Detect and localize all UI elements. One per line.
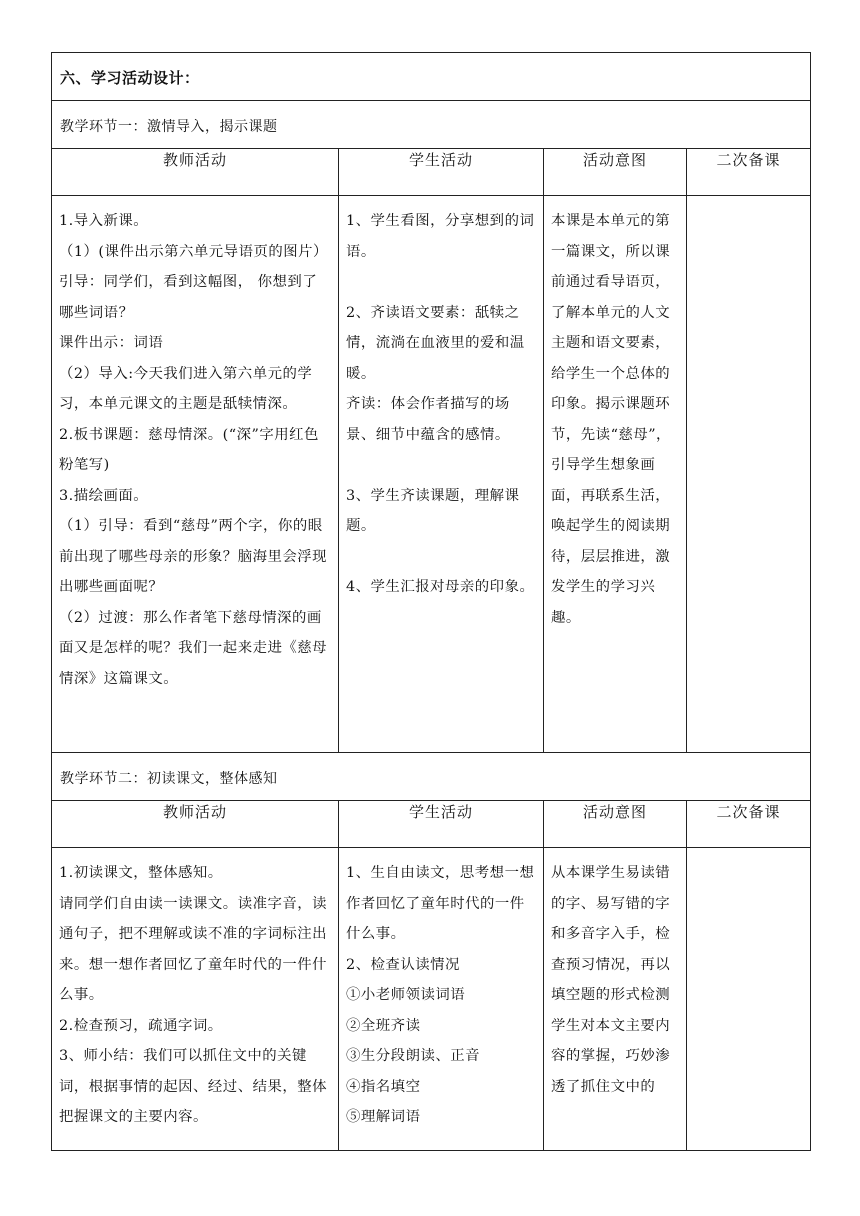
stage1-title: 教学环节一：激情导入，揭示课题	[60, 119, 278, 135]
header-intent-2: 活动意图	[544, 801, 687, 848]
section-title-cell	[52, 53, 811, 101]
stage1-student-text: 1、学生看图，分享想到的词语。 2、齐读语文要素：舐犊之情，流淌在血液里的爱和温暖。 齐读：体会作者描写的场景、细节中蕴含的感情。 3、学生齐读课题，理解课题。 4、学生汇报对母亲的印象。	[346, 213, 535, 595]
stage2-student-cell	[339, 848, 544, 1151]
header-second: 二次备课	[687, 149, 811, 196]
stage1-intent-cell	[544, 196, 687, 753]
section-title: 六、学习活动设计：	[60, 69, 200, 87]
stage1-second-cell	[687, 196, 811, 753]
stage2-intent-text: 从本课学生易读错的字、易写错的字和多音字入手，检查预习情况，再以填空题的形式检测学生对本文主要内容的掌握，巧妙渗透了抓住文中的	[551, 865, 671, 1095]
stage1-intent-text: 本课是本单元的第一篇课文，所以课前通过看导语页，了解本单元的人文主题和语文要素，给学生一个总体的印象。揭示课题环节，先读“慈母”，引导学生想象画面，再联系生活，唤起学生的阅读期待，层层推进，激发学生的学习兴趣。	[551, 213, 671, 626]
stage2-teacher-text: 1.初读课文，整体感知。 请同学们自由读一读课文。读准字音，读通句子，把不理解或读不准的字词标注出来。想一想作者回忆了童年时代的一件什么事。 2.检查预习，疏通字词。 3、师小结：我们可以抓住文中的关键词，根据事情的起因、经过、结果，整体把握课文的主要内容。	[59, 865, 328, 1125]
header-intent: 活动意图	[544, 149, 687, 196]
header-teacher-2: 教师活动	[52, 801, 339, 848]
header-teacher: 教师活动	[52, 149, 339, 196]
stage1-second-text	[687, 196, 810, 212]
stage2-title: 教学环节二：初读课文，整体感知	[60, 771, 278, 787]
header-student: 学生活动	[339, 149, 544, 196]
stage2-title-cell	[52, 753, 811, 801]
stage2-second-text	[687, 848, 810, 864]
stage2-teacher-cell	[52, 848, 339, 1151]
stage2-second-cell	[687, 848, 811, 1151]
header-student-2: 学生活动	[339, 801, 544, 848]
stage1-teacher-text: 1.导入新课。 （1）(课件出示第六单元导语页的图片）引导：同学们，看到这幅图， 你想到了哪些词语？ 课件出示：词语 （2）导入:今天我们进入第六单元的学习，本单元课文的主题是舐犊情深。 2.板书课题：慈母情深。(“深”字用红色粉笔写) 3.描绘画面。 （1）引导：看到“慈母”两个字，你的眼前出现了哪些母亲的形象？脑海里会浮现出哪些画面呢？ （2）过渡：那么作者笔下慈母情深的画面又是怎样的呢？我们一起来走进《慈母情深》这篇课文。	[59, 213, 328, 687]
stage2-student-text: 1、生自由读文，思考想一想作者回忆了童年时代的一件什么事。 2、检查认读情况 ①小老师领读词语 ②全班齐读 ③生分段朗读、正音 ④指名填空 ⑤理解词语	[346, 865, 535, 1125]
stage2-intent-cell	[544, 848, 687, 1151]
stage1-title-cell	[52, 101, 811, 149]
stage1-student-cell	[339, 196, 544, 753]
header-second-2: 二次备课	[687, 801, 811, 848]
stage1-teacher-cell	[52, 196, 339, 753]
lesson-plan-table	[51, 52, 811, 1151]
